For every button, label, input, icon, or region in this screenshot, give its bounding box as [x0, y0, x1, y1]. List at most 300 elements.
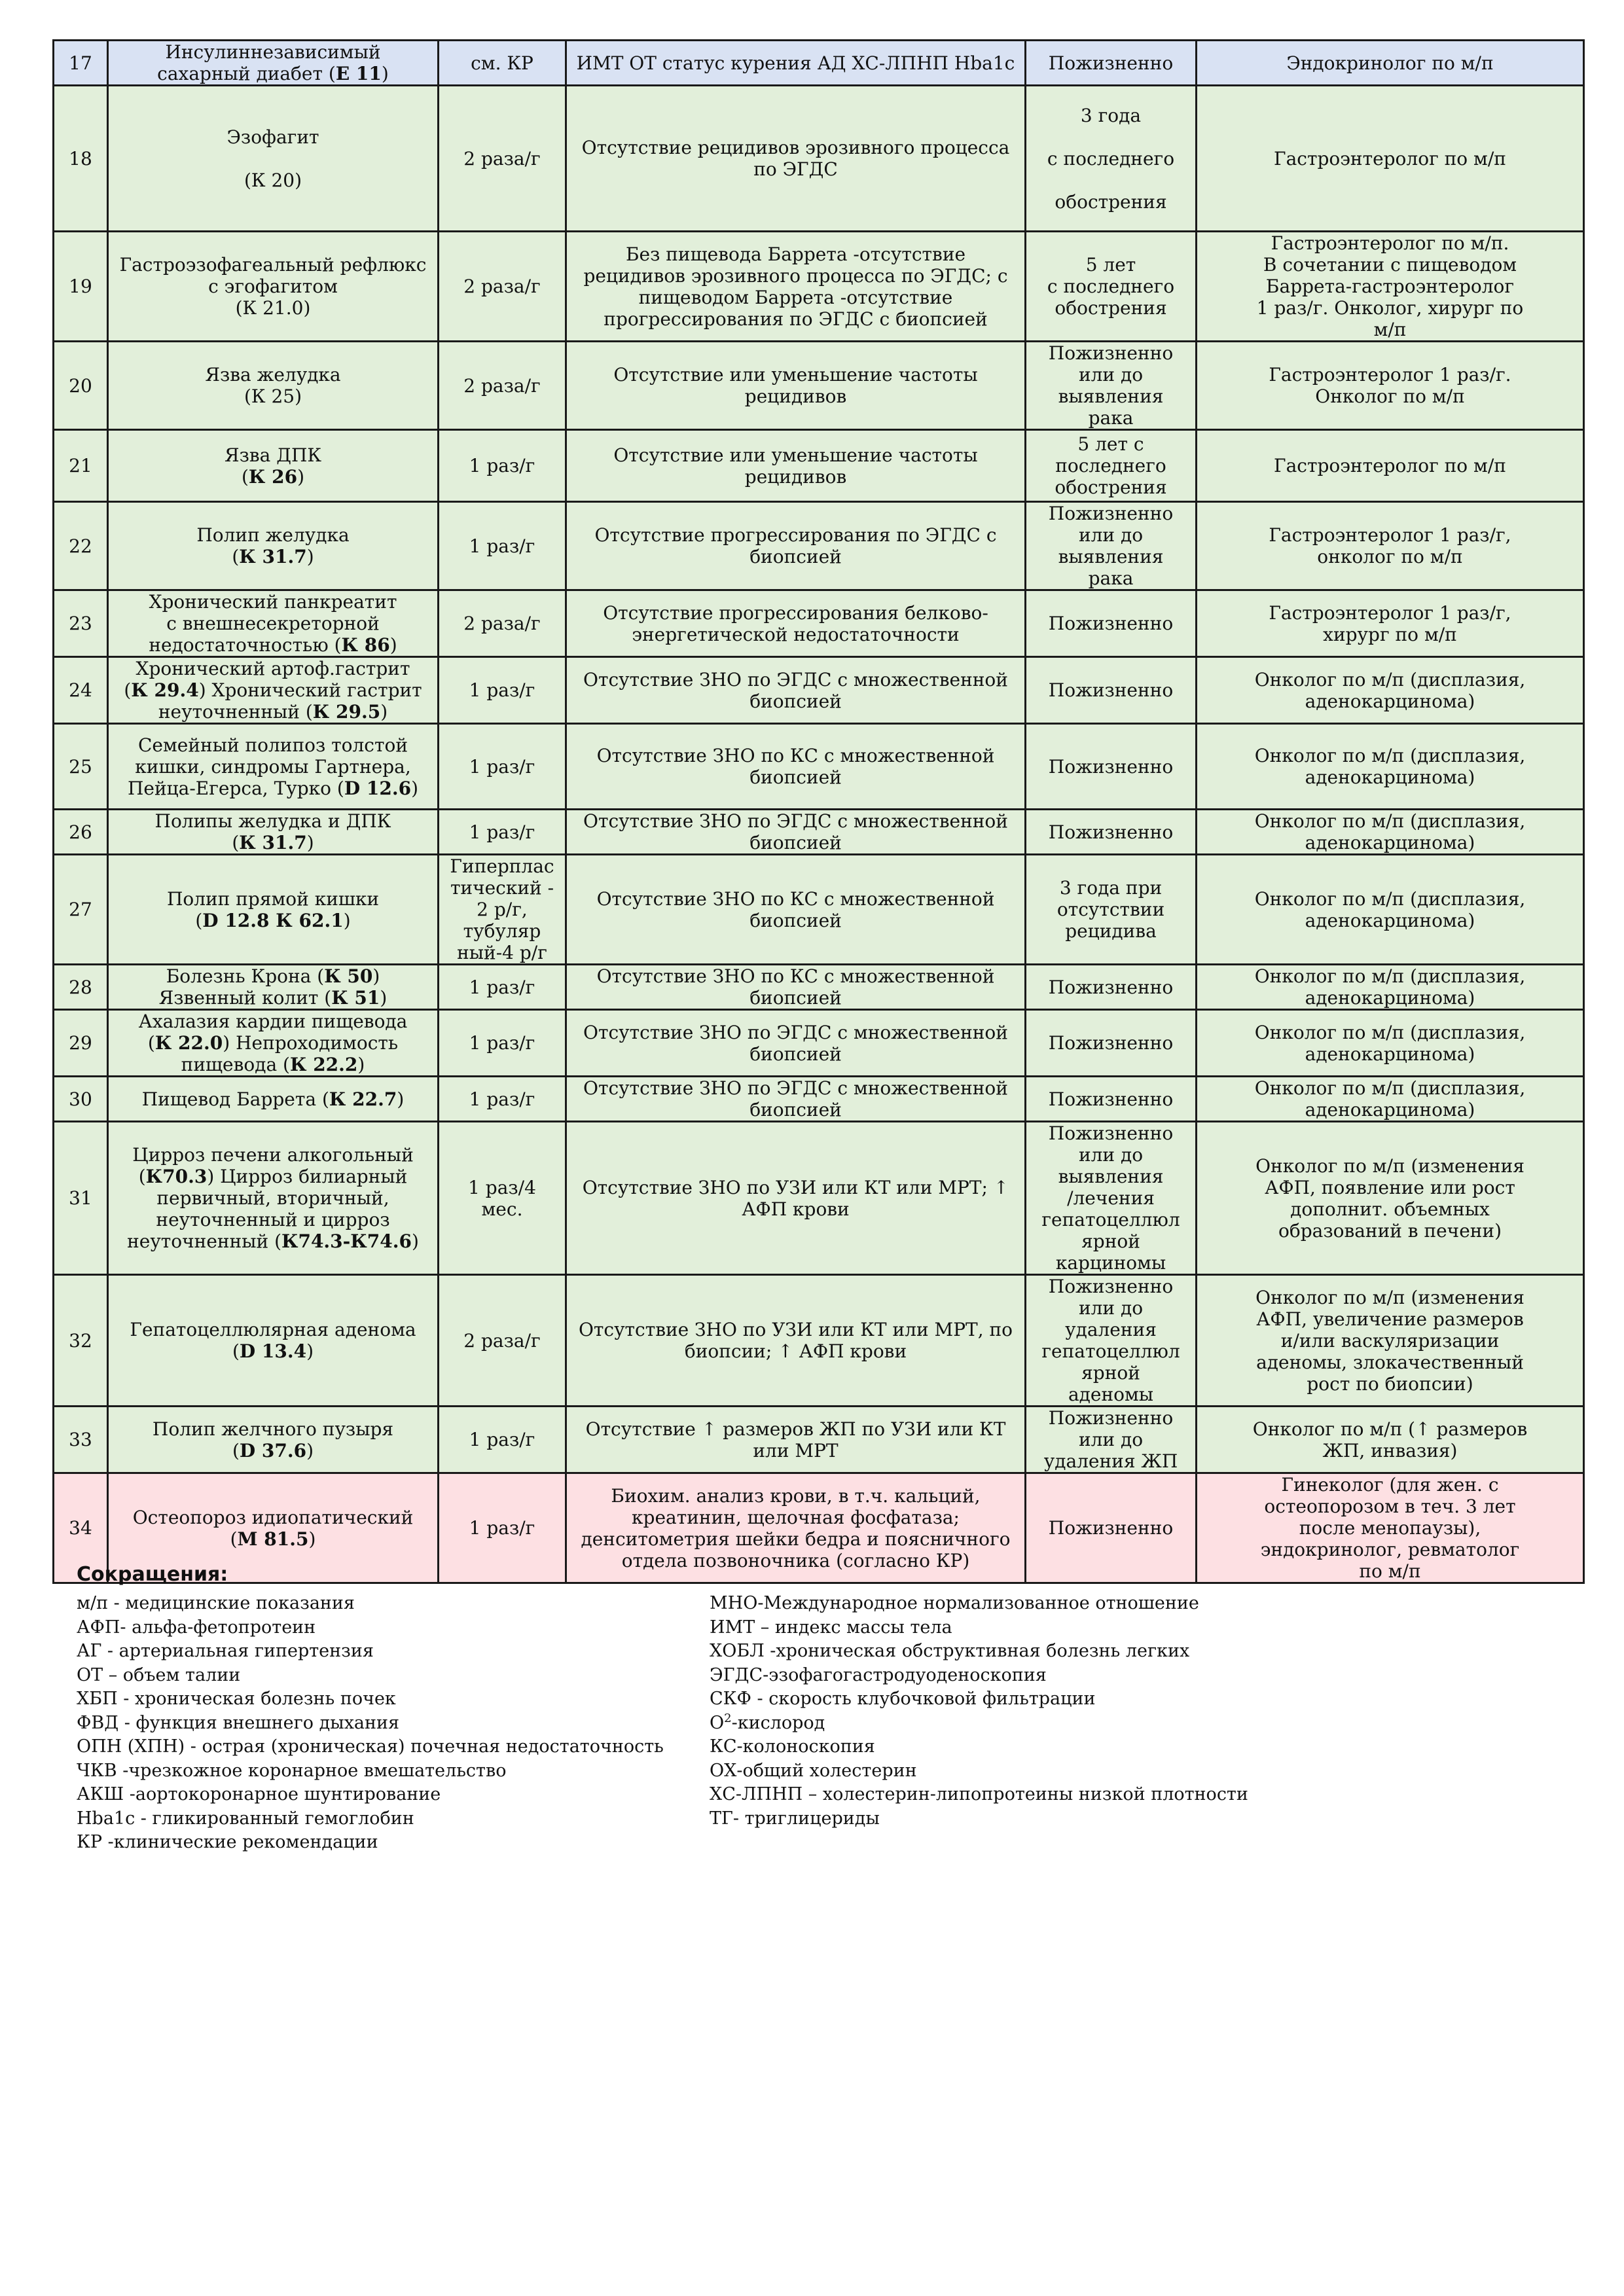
abbreviations-section [77, 1562, 1517, 1852]
table-row [54, 430, 1584, 502]
cell-line [114, 1528, 432, 1550]
cell-line: Онколог по м/п [1315, 386, 1465, 407]
cell-line: Отсутствие ЗНО по КС с множественной [596, 888, 995, 910]
cell-line: Пожизненно [1048, 342, 1174, 364]
duration-cell [1026, 810, 1197, 855]
abbreviation-item: ЭГДС-эзофагогастродуоденоскопия [710, 1664, 1047, 1685]
cell-line: Отсутствие ЗНО по ЭГДС с множественной [583, 1021, 1008, 1043]
cell-line: Отсутствие рецидивов эрозивного процесса [581, 137, 1010, 158]
cell-line [114, 910, 432, 931]
icd-code: D 37.6 [239, 1439, 307, 1462]
row-number: 31 [54, 1122, 108, 1275]
cell-line: или до [1078, 1297, 1144, 1319]
text-fragment: недостаточностью ( [149, 634, 342, 656]
cell-line: и/или васкуляризации [1280, 1329, 1500, 1352]
cell-line: отдела позвоночника (согласно КР) [621, 1549, 970, 1571]
cell-line: АФП, увеличение размеров [1256, 1308, 1524, 1330]
text-fragment: пищевода ( [181, 1054, 290, 1075]
cell-line: или до [1078, 1144, 1144, 1166]
cell-line: креатинин, щелочная фосфатаза; [632, 1506, 960, 1528]
table-row [54, 86, 1584, 232]
cell-line: пищеводом Баррета -отсутствие [638, 286, 953, 308]
cell-line: Отсутствие ЗНО по ЭГДС с множественной [583, 1077, 1008, 1099]
frequency-cell [439, 1077, 566, 1122]
cell-line: Онколог по м/п (дисплазия, [1254, 745, 1526, 766]
cell-line: Пожизненно [1048, 1032, 1174, 1054]
icd-code: К 50 [324, 965, 373, 987]
cell-line [114, 1032, 432, 1054]
cell-line: Онколог по м/п (дисплазия, [1254, 810, 1526, 832]
criteria-cell [566, 1010, 1026, 1077]
text-fragment: ) [380, 701, 388, 723]
text-fragment: ( [232, 1439, 240, 1462]
icd-code: D 12.8 К 62.1 [202, 909, 344, 931]
diagnosis-cell [108, 430, 439, 502]
text-fragment: Пейца-Егерса, Турко ( [127, 777, 344, 799]
text-fragment: ) [343, 909, 351, 931]
text-fragment: Болезнь Крона ( [166, 965, 325, 987]
cell-line: биопсией [749, 690, 842, 712]
text-fragment: ( [241, 465, 249, 488]
cell-line: или до [1078, 1429, 1144, 1450]
cell-line: 1 раз/г [469, 1032, 535, 1054]
text-fragment: -кислород [731, 1712, 825, 1733]
cell-line: Отсутствие или уменьшение частоты [613, 364, 978, 386]
diagnosis-cell [108, 86, 439, 232]
cell-line: Хронический панкреатит [149, 591, 397, 613]
row-number: 21 [54, 430, 108, 502]
cell-line [114, 63, 432, 84]
cell-line: с внешнесекреторной [166, 613, 380, 634]
cell-line: обострения [1055, 190, 1167, 213]
table-row [54, 855, 1584, 965]
cell-line: АФП, появление или рост [1265, 1176, 1515, 1198]
cell-line: Пожизненно [1048, 1517, 1174, 1539]
cell-line: аденомы, злокачественный [1256, 1351, 1524, 1373]
icd-code: D 12.6 [344, 777, 412, 799]
abbreviation-item [710, 1712, 1495, 1736]
criteria-cell [566, 1407, 1026, 1473]
abbreviation-item: ИМТ – индекс массы тела [710, 1617, 952, 1638]
row-number: 22 [54, 502, 108, 590]
cell-line [114, 832, 432, 853]
cell-line: рецидивов эрозивного процесса по ЭГДС; с [583, 264, 1008, 287]
cell-line: неуточненный и цирроз [156, 1209, 390, 1230]
text-fragment: неуточненный ( [127, 1230, 281, 1252]
cell-line: Пожизненно [1048, 755, 1174, 778]
diagnosis-cell [108, 1010, 439, 1077]
cell-line: рецидивов [744, 386, 847, 407]
cell-line: Отсутствие прогрессирования белково- [603, 601, 988, 624]
cell-line: Гастроэзофагеальный рефлюкс [119, 254, 427, 276]
cell-line: по ЭГДС [753, 158, 838, 180]
diagnosis-cell [108, 502, 439, 590]
text-fragment: ) [308, 1528, 316, 1550]
duration-cell [1026, 1122, 1197, 1275]
specialist-cell [1197, 1407, 1584, 1473]
text-fragment: ( [147, 1032, 155, 1054]
cell-line: 2 р/г, [477, 899, 528, 920]
frequency-cell [439, 965, 566, 1010]
diagnosis-cell [108, 1077, 439, 1122]
cell-line: удаления ЖП [1043, 1450, 1178, 1472]
table-row [54, 965, 1584, 1010]
cell-line: гепатоцеллюл [1041, 1209, 1180, 1230]
cell-line: 1 раз/4 [468, 1176, 536, 1198]
cell-line: 2 раза/г [463, 613, 541, 634]
cell-line: рецидивов [744, 465, 847, 488]
text-fragment: ) [411, 777, 419, 799]
diagnosis-cell [108, 810, 439, 855]
cell-line: м/п [1373, 319, 1407, 340]
cell-line: Пожизненно [1048, 52, 1174, 74]
row-number: 33 [54, 1407, 108, 1473]
cell-line: Эндокринолог по м/п [1286, 52, 1494, 74]
superscript: 2 [724, 1711, 732, 1725]
cell-line: или до [1078, 364, 1144, 386]
cell-line: 1 раз/г [469, 1088, 535, 1110]
icd-code: К 22.7 [329, 1088, 397, 1110]
table-row [54, 232, 1584, 342]
cell-line: карциномы [1055, 1252, 1166, 1274]
abbreviations-left-column [77, 1592, 705, 1855]
diagnosis-cell [108, 1407, 439, 1473]
icd-code: М 81.5 [237, 1528, 309, 1550]
table-body [54, 41, 1584, 1583]
table-row [54, 1077, 1584, 1122]
abbreviation-item: Hba1c - гликированный гемоглобин [77, 1808, 414, 1829]
cell-line: Пожизненно [1048, 1088, 1174, 1110]
diagnosis-cell [108, 965, 439, 1010]
diagnosis-cell [108, 1275, 439, 1407]
abbreviation-item: ОТ – объем талии [77, 1664, 241, 1685]
criteria-cell [566, 342, 1026, 430]
cell-line [114, 1054, 432, 1075]
duration-cell [1026, 1275, 1197, 1407]
duration-cell [1026, 86, 1197, 232]
cell-line: Отсутствие ЗНО по ЭГДС с множественной [583, 810, 1008, 832]
duration-cell [1026, 855, 1197, 965]
cell-line: биопсией [749, 987, 842, 1009]
cell-line: 1 раз/г [469, 1429, 535, 1450]
cell-line: Пожизненно [1048, 1276, 1174, 1297]
cell-line: биопсии; ↑ АФП крови [684, 1340, 907, 1362]
cell-line: мес. [481, 1198, 523, 1220]
specialist-cell [1197, 1122, 1584, 1275]
criteria-cell [566, 232, 1026, 342]
text-fragment: ) [389, 634, 397, 656]
row-number: 32 [54, 1275, 108, 1407]
cell-line: Гастроэнтеролог 1 раз/г. [1269, 364, 1511, 386]
cell-line: Ахалазия кардии пищевода [138, 1011, 408, 1032]
cell-line [114, 546, 432, 567]
cell-line: см. КР [471, 52, 533, 74]
cell-line: ярной [1081, 1230, 1140, 1252]
text-fragment: ) [411, 1230, 419, 1252]
cell-line: Пожизненно [1048, 821, 1174, 843]
cell-line: Баррета-гастроэнтеролог [1265, 276, 1515, 297]
specialist-cell [1197, 41, 1584, 86]
cell-line: 2 раза/г [463, 276, 541, 297]
table-row [54, 342, 1584, 430]
specialist-cell [1197, 590, 1584, 657]
cell-line: биопсией [749, 766, 842, 788]
row-number: 23 [54, 590, 108, 657]
abbreviations-right-column [710, 1592, 1495, 1831]
cell-line: выявления [1058, 386, 1164, 407]
cell-line: тубуляр [463, 920, 541, 942]
blank-line [1032, 126, 1190, 148]
cell-line: Отсутствие прогрессирования по ЭГДС с [594, 524, 997, 546]
text-fragment: ) [357, 1054, 365, 1075]
icd-code: К 29.5 [312, 701, 381, 723]
cell-line: Хронический артоф.гастрит [135, 658, 410, 679]
frequency-cell [439, 41, 566, 86]
cell-line [114, 466, 432, 488]
duration-cell [1026, 590, 1197, 657]
cell-line: рака [1088, 407, 1134, 429]
cell-line: Язва ДПК [224, 444, 322, 466]
text-fragment: ( [232, 1340, 240, 1362]
row-number: 28 [54, 965, 108, 1010]
specialist-cell [1197, 724, 1584, 810]
duration-cell [1026, 1010, 1197, 1077]
text-fragment: ) Непроходимость [223, 1032, 399, 1054]
cell-line: по м/п [1359, 1560, 1421, 1582]
text-fragment: ( [230, 1528, 238, 1550]
row-number: 29 [54, 1010, 108, 1077]
abbreviation-item: ОХ-общий холестерин [710, 1760, 917, 1781]
criteria-cell [566, 430, 1026, 502]
cell-line: Инсулиннезависимый [165, 41, 381, 63]
cell-line: дополнит. объемных [1290, 1198, 1490, 1220]
cell-line: (К 21.0) [235, 297, 311, 319]
text-fragment: ) [306, 1340, 314, 1362]
cell-line [114, 987, 432, 1009]
blank-line [1032, 170, 1190, 191]
cell-line: последнего [1055, 455, 1166, 476]
cell-line [114, 1166, 432, 1187]
cell-line: Гинеколог (для жен. с [1281, 1474, 1499, 1496]
text-fragment: Язвенный колит ( [158, 987, 332, 1009]
cell-line: 3 года [1080, 104, 1142, 126]
cell-line [114, 1230, 432, 1252]
specialist-cell [1197, 86, 1584, 232]
specialist-cell [1197, 965, 1584, 1010]
criteria-cell [566, 1275, 1026, 1407]
row-number: 30 [54, 1077, 108, 1122]
row-number: 18 [54, 86, 108, 232]
text-fragment: ) [306, 1439, 314, 1462]
cell-line: эндокринолог, ревматолог [1260, 1539, 1520, 1560]
cell-line: аденокарцинома) [1305, 832, 1475, 853]
abbreviation-item: АКШ -аортокоронарное шунтирование [77, 1784, 441, 1804]
cell-line: (К 25) [244, 386, 302, 407]
row-number: 19 [54, 232, 108, 342]
frequency-cell [439, 1122, 566, 1275]
cell-line: Отсутствие ЗНО по КС с множественной [596, 965, 995, 987]
cell-line: биопсией [749, 832, 842, 853]
table-row [54, 724, 1584, 810]
text-fragment: О [710, 1712, 725, 1733]
cell-line: прогрессирования по ЭГДС с биопсией [604, 308, 988, 330]
duration-cell [1026, 41, 1197, 86]
cell-line: тический - [450, 877, 554, 899]
cell-line [114, 679, 432, 701]
cell-line [114, 1440, 432, 1462]
duration-cell [1026, 232, 1197, 342]
diagnosis-cell [108, 855, 439, 965]
icd-code: К 31.7 [239, 546, 307, 567]
cell-line: Онколог по м/п (дисплазия, [1254, 888, 1526, 910]
criteria-cell [566, 855, 1026, 965]
duration-cell [1026, 342, 1197, 430]
cell-line: биопсией [749, 909, 842, 931]
frequency-cell [439, 232, 566, 342]
cell-line: аденокарцинома) [1305, 1099, 1475, 1121]
cell-line [114, 1088, 432, 1110]
row-number: 34 [54, 1473, 108, 1583]
cell-line: после менопаузы), [1299, 1517, 1481, 1539]
cell-line: удаления [1065, 1319, 1157, 1340]
icd-code: К 31.7 [239, 832, 307, 853]
icd-code: К70.3 [145, 1166, 208, 1187]
cell-line: Семейный полипоз толстой [137, 734, 408, 756]
specialist-cell [1197, 810, 1584, 855]
icd-code: D 13.4 [239, 1340, 307, 1362]
cell-line: Полип желудка [196, 524, 350, 546]
row-number: 17 [54, 41, 108, 86]
text-fragment: ) [306, 546, 314, 567]
cell-line: с последнего [1047, 147, 1175, 170]
cell-line: обострения [1055, 297, 1167, 319]
abbreviation-item: м/п - медицинские показания [77, 1593, 355, 1613]
frequency-cell [439, 1010, 566, 1077]
cell-line: биопсией [749, 1043, 842, 1065]
cell-line [114, 965, 432, 987]
row-number: 26 [54, 810, 108, 855]
text-fragment: ) Цирроз билиарный [207, 1166, 408, 1187]
cell-line: Пожизненно [1048, 503, 1174, 524]
cell-line: Пожизненно [1048, 976, 1174, 998]
abbreviation-item: ФВД - функция внешнего дыхания [77, 1712, 400, 1733]
cell-line: аденокарцинома) [1305, 1043, 1475, 1065]
abbreviation-item: ЧКВ -чрезкожное коронарное вмешательство [77, 1760, 507, 1781]
text-fragment: сахарный диабет ( [157, 63, 336, 84]
cell-line: ЖП, инвазия) [1322, 1439, 1458, 1462]
duration-cell [1026, 657, 1197, 724]
cell-line: Онколог по м/п (дисплазия, [1254, 1021, 1526, 1043]
specialist-cell [1197, 657, 1584, 724]
text-fragment: ) [306, 832, 314, 853]
cell-line: 1 раз/г. Онколог, хирург по [1256, 297, 1524, 319]
cell-line: рака [1088, 567, 1134, 589]
icd-code: К 26 [248, 465, 298, 488]
abbreviation-item: КС-колоноскопия [710, 1736, 875, 1757]
table-row [54, 502, 1584, 590]
cell-line: Гепатоцеллюлярная аденома [130, 1319, 416, 1340]
duration-cell [1026, 724, 1197, 810]
cell-line [114, 778, 432, 799]
cell-line: или до [1078, 524, 1144, 546]
cell-line: кишки, синдромы Гартнера, [135, 755, 411, 778]
cell-line: Пожизненно [1048, 1122, 1174, 1144]
cell-line: или МРТ [753, 1439, 839, 1462]
cell-line: 1 раз/г [469, 755, 535, 778]
cell-line: Полип прямой кишки [166, 888, 380, 910]
cell-line: 1 раз/г [469, 535, 535, 557]
cell-line: ИМТ ОТ статус курения АД ХС-ЛПНП Hba1c [576, 52, 1015, 74]
text-fragment: ( [232, 832, 240, 853]
table-row [54, 1407, 1584, 1473]
cell-line: остеопорозом в теч. 3 лет [1264, 1496, 1516, 1517]
cell-line: 1 раз/г [469, 821, 535, 843]
cell-line: 1 раз/г [469, 455, 535, 476]
cell-line: Язва желудка [205, 364, 341, 386]
row-number: 24 [54, 657, 108, 724]
criteria-cell [566, 86, 1026, 232]
cell-line: 2 раза/г [463, 374, 541, 397]
specialist-cell [1197, 1275, 1584, 1407]
cell-line: Пожизненно [1048, 1407, 1174, 1429]
table-row [54, 41, 1584, 86]
cell-line: аденокарцинома) [1305, 766, 1475, 788]
diagnosis-cell [108, 1122, 439, 1275]
text-fragment: ) [381, 63, 389, 84]
icd-code: К 22.0 [154, 1032, 223, 1054]
specialist-cell [1197, 1010, 1584, 1077]
text-fragment: ) [397, 1088, 405, 1110]
frequency-cell [439, 855, 566, 965]
cell-line: биопсией [749, 1099, 842, 1121]
criteria-cell [566, 502, 1026, 590]
icd-code: К 86 [341, 634, 390, 656]
table-row [54, 590, 1584, 657]
cell-line: Отсутствие или уменьшение частоты [613, 444, 978, 466]
cell-line: рост по биопсии) [1307, 1372, 1473, 1395]
criteria-cell [566, 590, 1026, 657]
cell-line [114, 701, 432, 723]
cell-line: выявления [1058, 1166, 1164, 1187]
icd-code: К 22.2 [289, 1054, 358, 1075]
specialist-cell [1197, 855, 1584, 965]
follow-up-table-page [52, 39, 1583, 1584]
criteria-cell [566, 810, 1026, 855]
frequency-cell [439, 502, 566, 590]
cell-line: 5 лет [1085, 254, 1136, 276]
cell-line: онколог по м/п [1317, 546, 1463, 567]
duration-cell [1026, 502, 1197, 590]
cell-line: образований в печени) [1278, 1219, 1502, 1242]
row-number: 20 [54, 342, 108, 430]
abbreviation-item: ХС-ЛПНП – холестерин-липопротеины низкой плотности [710, 1784, 1248, 1804]
specialist-cell [1197, 1077, 1584, 1122]
diagnosis-cell [108, 342, 439, 430]
cell-line: обострения [1055, 476, 1167, 498]
criteria-cell [566, 1077, 1026, 1122]
cell-line: Гастроэнтеролог по м/п [1274, 455, 1506, 476]
cell-line: первичный, вторичный, [156, 1187, 389, 1209]
frequency-cell [439, 342, 566, 430]
cell-line: денситометрия шейки бедра и поясничного [581, 1528, 1011, 1550]
cell-line: аденомы [1068, 1384, 1154, 1405]
cell-line: Отсутствие ЗНО по КС с множественной [596, 745, 995, 766]
text-fragment: ) [372, 965, 380, 987]
abbreviation-item: АФП- альфа-фетопротеин [77, 1617, 316, 1638]
abbreviation-item: СКФ - скорость клубочковой фильтрации [710, 1689, 1096, 1709]
cell-line: Гастроэнтеролог по м/п [1274, 147, 1506, 170]
cell-line: Онколог по м/п (изменения [1255, 1155, 1525, 1177]
